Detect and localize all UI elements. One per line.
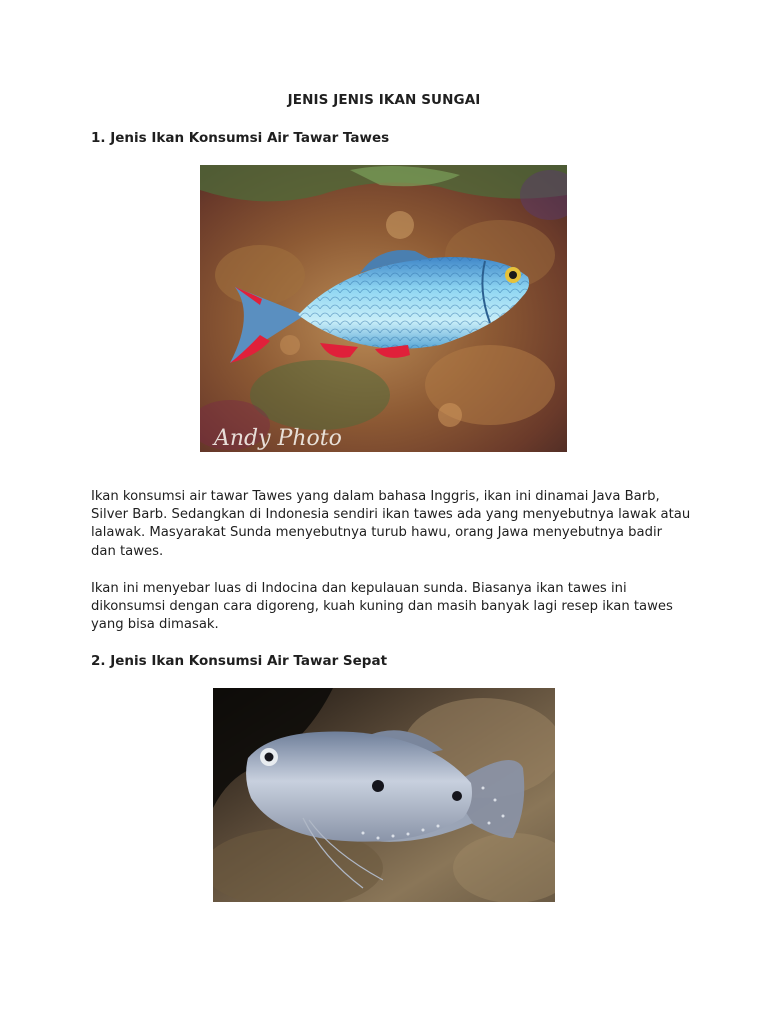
tawes-fish-photo [200,165,567,452]
paragraph-tawes-2: Ikan ini menyebar luas di Indocina dan kepulauan sunda. Biasanya ikan tawes ini dikonsumsi dengan cara digoreng, kuah kuning dan masih banyak lagi resep ikan tawes yang bisa dimasak. [91,581,673,633]
section-heading-tawes: 1. Jenis Ikan Konsumsi Air Tawar Tawes [91,130,390,146]
sepat-fish-photo [213,688,555,902]
paragraph-tawes-1: Ikan konsumsi air tawar Tawes yang dalam bahasa Inggris, ikan ini dinamai Java Barb, Silver Barb. Sedangkan di Indonesia sendiri ikan tawes ada yang menyebutnya lawak atau lalawak. Masyarakat Sunda menyebutnya turub hawu, orang Jawa menyebutnya badir dan tawes. [91,489,691,559]
section-heading-sepat: 2. Jenis Ikan Konsumsi Air Tawar Sepat [91,653,388,669]
page-title: JENIS JENIS IKAN SUNGAI [287,92,481,108]
svg-text:Andy Photo: Andy Photo [214,426,342,451]
